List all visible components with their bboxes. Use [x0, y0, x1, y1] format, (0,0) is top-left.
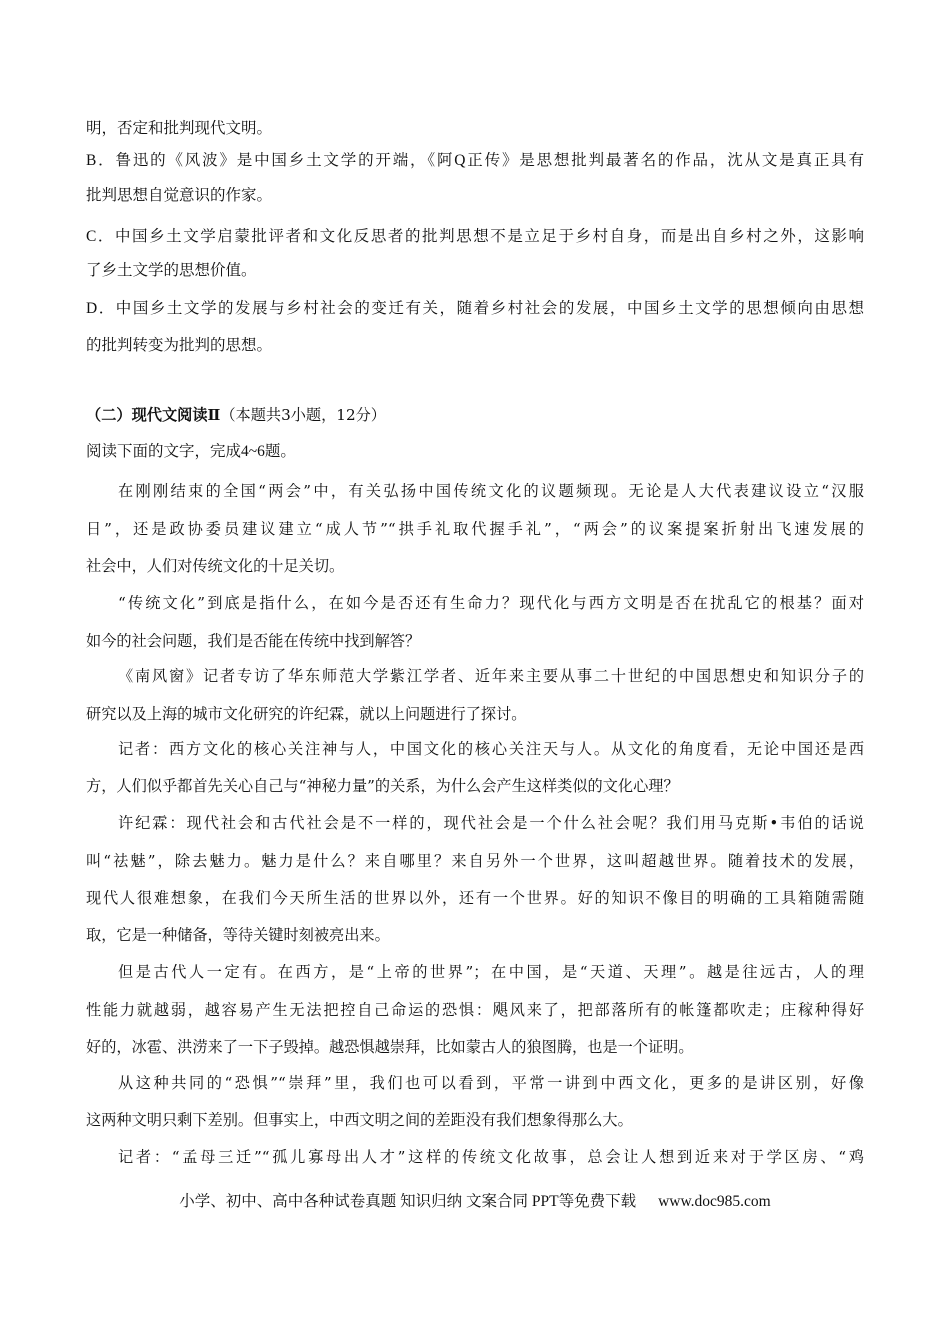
passage-line: 取，它是一种储备，等待关键时刻被亮出来。 [86, 926, 390, 944]
passage-line: 研究以及上海的城市文化研究的许纪霖，就以上问题进行了探讨。 [86, 705, 527, 723]
passage-line: 这两种文明只剩下差别。但事实上，中西文明之间的差距没有我们想象得那么大。 [86, 1111, 633, 1129]
passage-line: 许纪霖：现代社会和古代社会是不一样的，现代社会是一个什么社会呢？我们用马克斯•韦伯的话说 [118, 814, 864, 832]
footer-text: 小学、初中、高中各种试卷真题 知识归纳 文案合同 PPT等免费下载 [179, 1193, 637, 1210]
footer-link[interactable]: www.doc985.com [658, 1193, 771, 1210]
passage-line: 记者：西方文化的核心关注神与人，中国文化的核心关注天与人。从文化的角度看，无论中国还是西 [118, 740, 864, 758]
passage-line: 方，人们似乎都首先关心自己与“神秘力量”的关系，为什么会产生这样类似的文化心理？ [86, 777, 679, 795]
passage-line: 从这种共同的“恐惧”“崇拜”里，我们也可以看到，平常一讲到中西文化，更多的是讲区别，好像 [118, 1074, 864, 1092]
passage-line: 记者：“孟母三迁”“孤儿寡母出人才”这样的传统文化故事，总会让人想到近来对于学区房、“鸡 [118, 1148, 864, 1166]
passage-line: 如今的社会问题，我们是否能在传统中找到解答？ [86, 632, 421, 650]
passage-line: 日”，还是政协委员建议建立“成人节”“拱手礼取代握手礼”，“两会”的议案提案折射出飞速发展的 [86, 520, 864, 538]
page-footer [0, 1191, 950, 1213]
option-c-line: 了乡土文学的思想价值。 [86, 262, 257, 279]
passage-line: 好的，冰雹、洪涝来了一下子毁掉。越恐惧越崇拜，比如蒙古人的狼图腾，也是一个证明。 [86, 1038, 694, 1056]
passage-line: 性能力就越弱，越容易产生无法把控自己命运的恐惧：飓风来了，把部落所有的帐篷都吹走；庄稼种得好 [86, 1001, 864, 1019]
passage-line: 叫“祛魅”，除去魅力。魅力是什么？来自哪里？来自另外一个世界，这叫超越世界。随着技术的发展， [86, 852, 864, 870]
option-c-line: C．中国乡土文学启蒙批评者和文化反思者的批判思想不是立足于乡村自身，而是出自乡村之外，这影响 [86, 228, 864, 245]
passage-line: 社会中，人们对传统文化的十足关切。 [86, 557, 345, 575]
section-heading-note: （本题共3小题，12分） [220, 406, 386, 424]
passage-line: “传统文化”到底是指什么，在如今是否还有生命力？现代化与西方文明是否在扰乱它的根基？面对 [118, 594, 864, 612]
option-a-continuation: 明，否定和批判现代文明。 [86, 120, 273, 137]
passage-line: 但是古代人一定有。在西方，是“上帝的世界”；在中国，是“天道、天理”。越是往远古，人的理 [118, 963, 864, 981]
section-heading-title: （二）现代文阅读Ⅱ [86, 406, 221, 424]
section-heading [86, 403, 864, 427]
option-d-line: D．中国乡土文学的发展与乡村社会的变迁有关，随着乡村社会的发展，中国乡土文学的思想倾向由思想 [86, 300, 864, 317]
passage-line: 在刚刚结束的全国“两会”中，有关弘扬中国传统文化的议题频现。无论是人大代表建议设立“汉服 [118, 482, 864, 500]
passage-line: 现代人很难想象，在我们今天所生活的世界以外，还有一个世界。好的知识不像目的明确的工具箱随需随 [86, 889, 864, 907]
option-b-line: 批判思想自觉意识的作家。 [86, 187, 273, 204]
section-instruction: 阅读下面的文字，完成4~6题。 [86, 443, 296, 460]
option-b-line: B．鲁迅的《风波》是中国乡土文学的开端，《阿Q正传》是思想批判最著名的作品，沈从文是真正具有 [86, 152, 864, 169]
passage-line: 《南风窗》记者专访了华东师范大学紫江学者、近年来主要从事二十世纪的中国思想史和知识分子的 [118, 667, 864, 685]
option-d-line: 的批判转变为批判的思想。 [86, 337, 273, 354]
